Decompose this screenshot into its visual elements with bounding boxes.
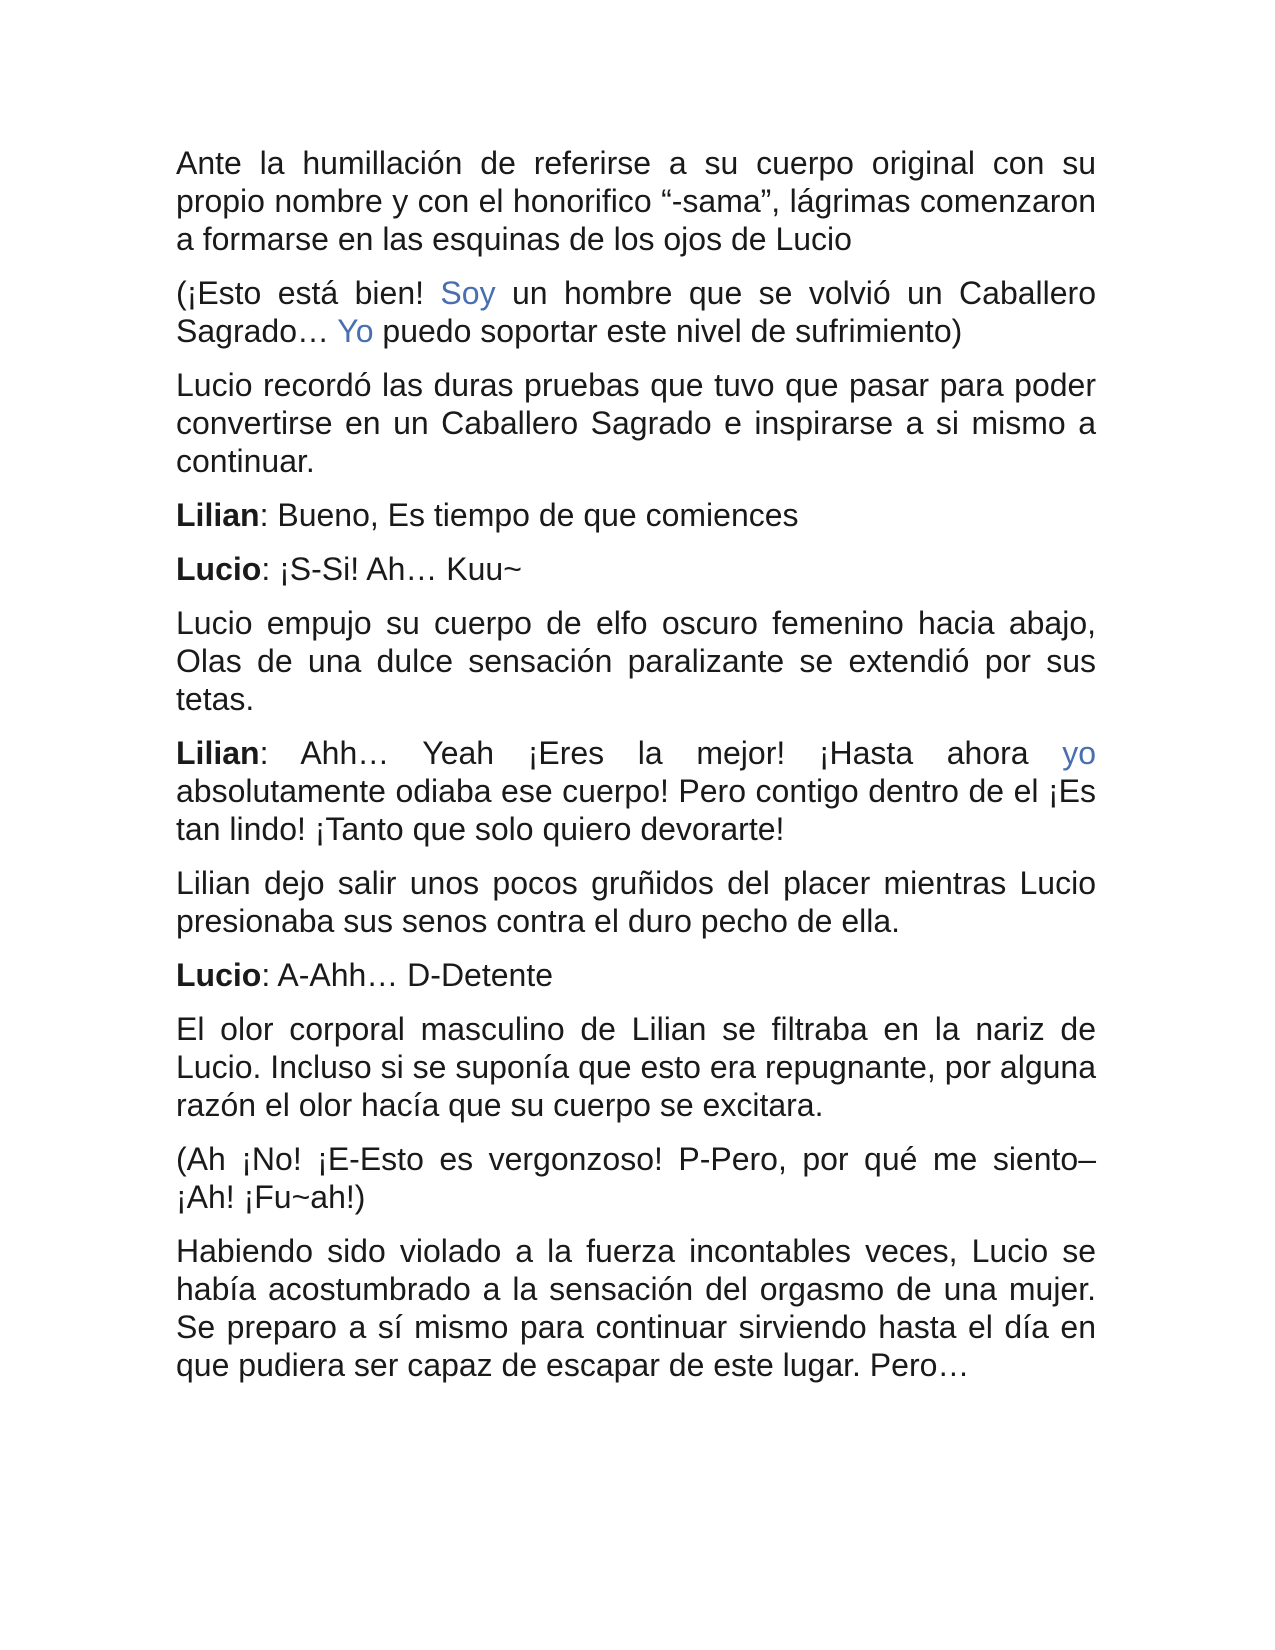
paragraph-8 xyxy=(176,864,1096,940)
paragraph-6 xyxy=(176,604,1096,718)
paragraph-7 xyxy=(176,734,1096,848)
paragraph-5 xyxy=(176,550,1096,588)
paragraph-4 xyxy=(176,496,1096,534)
narration-text: Lucio recordó las duras pruebas que tuvo que pasar para poder convertirse en un Caballero Sagrado e inspirarse a si mismo a continuar. xyxy=(176,367,1096,479)
thought-text: un hombre que se volvió un Caballero Sagrado… xyxy=(176,275,1097,349)
narration-text: El olor corporal masculino de Lilian se filtraba en la nariz de Lucio. Incluso si se suponía que esto era repugnante, por alguna razón el olor hacía que su cuerpo se excitara. xyxy=(176,1011,1096,1123)
dialogue-text: : ¡S-Si! Ah… Kuu~ xyxy=(261,551,522,587)
narration-text: Ante la humillación de referirse a su cuerpo original con su propio nombre y con el honorifico “-sama”, lágrimas comenzaron a formarse en las esquinas de los ojos de Lucio xyxy=(176,145,1096,257)
thought-text: (Ah ¡No! ¡E-Esto es vergonzoso! P-Pero, por qué me siento– ¡Ah! ¡Fu~ah!) xyxy=(176,1141,1096,1215)
paragraph-2 xyxy=(176,274,1096,350)
speaker-name: Lucio xyxy=(176,957,262,993)
paragraph-10 xyxy=(176,1010,1096,1124)
dialogue-text: : A-Ahh… D-Detente xyxy=(261,957,554,993)
paragraph-9 xyxy=(176,956,1096,994)
thought-text: puedo soportar este nivel de sufrimiento) xyxy=(373,313,963,349)
highlighted-word: Soy xyxy=(440,275,496,311)
dialogue-text: : Bueno, Es tiempo de que comiences xyxy=(259,497,799,533)
highlighted-word: Yo xyxy=(337,313,374,349)
thought-text: (¡Esto está bien! xyxy=(176,275,441,311)
speaker-name: Lilian xyxy=(176,735,260,771)
dialogue-text: absolutamente odiaba ese cuerpo! Pero contigo dentro de el ¡Es tan lindo! ¡Tanto que solo quiero devorarte! xyxy=(176,773,1096,847)
dialogue-text: : Ahh… Yeah ¡Eres la mejor! ¡Hasta ahora xyxy=(259,735,1063,771)
speaker-name: Lilian xyxy=(176,497,260,533)
paragraph-3 xyxy=(176,366,1096,480)
paragraph-1 xyxy=(176,144,1096,258)
narration-text: Habiendo sido violado a la fuerza incontables veces, Lucio se había acostumbrado a la sensación del orgasmo de una mujer. Se preparo a sí mismo para continuar sirviendo hasta el día en que pudiera ser capaz de escapar de este lugar. Pero… xyxy=(176,1233,1096,1383)
narration-text: Lilian dejo salir unos pocos gruñidos del placer mientras Lucio presionaba sus senos contra el duro pecho de ella. xyxy=(176,865,1096,939)
paragraph-12 xyxy=(176,1232,1096,1384)
narration-text: Lucio empujo su cuerpo de elfo oscuro femenino hacia abajo, Olas de una dulce sensación paralizante se extendió por sus tetas. xyxy=(176,605,1096,717)
document-page xyxy=(176,144,1096,1400)
highlighted-word: yo xyxy=(1062,735,1096,771)
speaker-name: Lucio xyxy=(176,551,262,587)
paragraph-11 xyxy=(176,1140,1096,1216)
